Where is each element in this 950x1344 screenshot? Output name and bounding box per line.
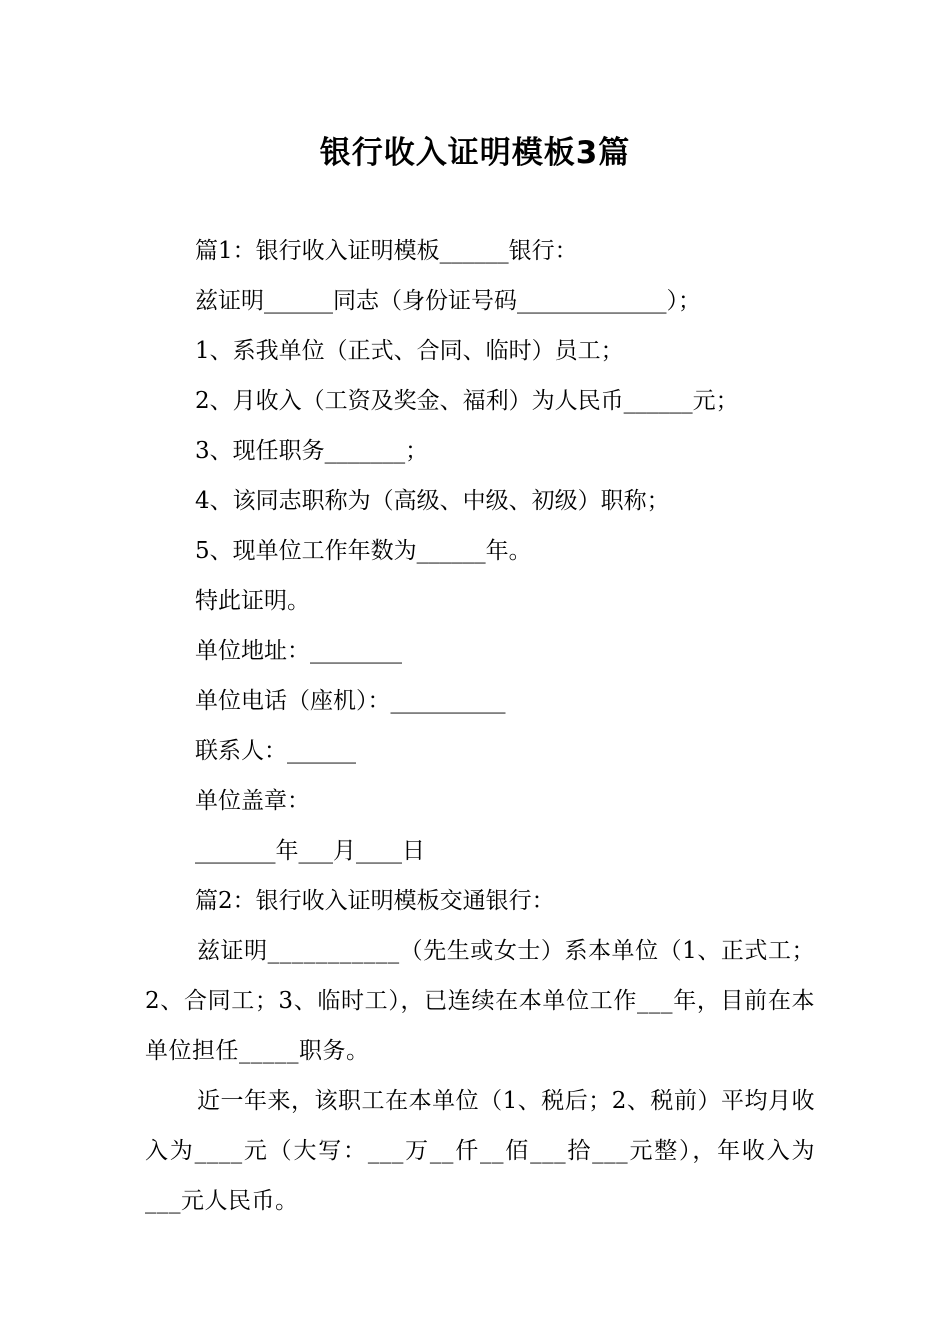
item-4-title-level: 4、该同志职称为（高级、中级、初级）职称； [195,488,670,514]
item-1-employee-type: 1、系我单位（正式、合同、临时）员工； [195,338,624,364]
company-seal-line: 单位盖章： [195,788,310,814]
company-address-line: 单位地址：________ [195,638,402,664]
item-3-position: 3、现任职务_______； [195,438,429,464]
section-2-paragraph-employment: 兹证明___________（先生或女士）系本单位（1、正式工；2、合同工；3、临时工），已连续在本单位工作___年，目前在本单位担任_____职务。 [145,938,815,1064]
section-2-heading: 篇2：银行收入证明模板交通银行： [195,888,555,914]
item-5-years-worked: 5、现单位工作年数为______年。 [195,538,532,564]
document-body [145,226,815,1226]
closing-statement: 特此证明。 [195,588,310,614]
company-phone-line: 单位电话（座机）：__________ [195,688,506,714]
date-line: _______年___月____日 [195,838,425,864]
contact-person-line: 联系人：______ [195,738,356,764]
document-title: 银行收入证明模板3篇 [319,135,631,171]
item-2-monthly-income: 2、月收入（工资及奖金、福利）为人民币______元； [195,388,739,414]
certify-line: 兹证明______同志（身份证号码_____________）； [195,288,701,314]
section-1-heading: 篇1：银行收入证明模板______银行： [195,238,578,264]
section-2-paragraph-income: 近一年来，该职工在本单位（1、税后；2、税前）平均月收入为____元（大写：___万__仟__佰___拾___元整），年收入为___元人民币。 [145,1088,815,1214]
